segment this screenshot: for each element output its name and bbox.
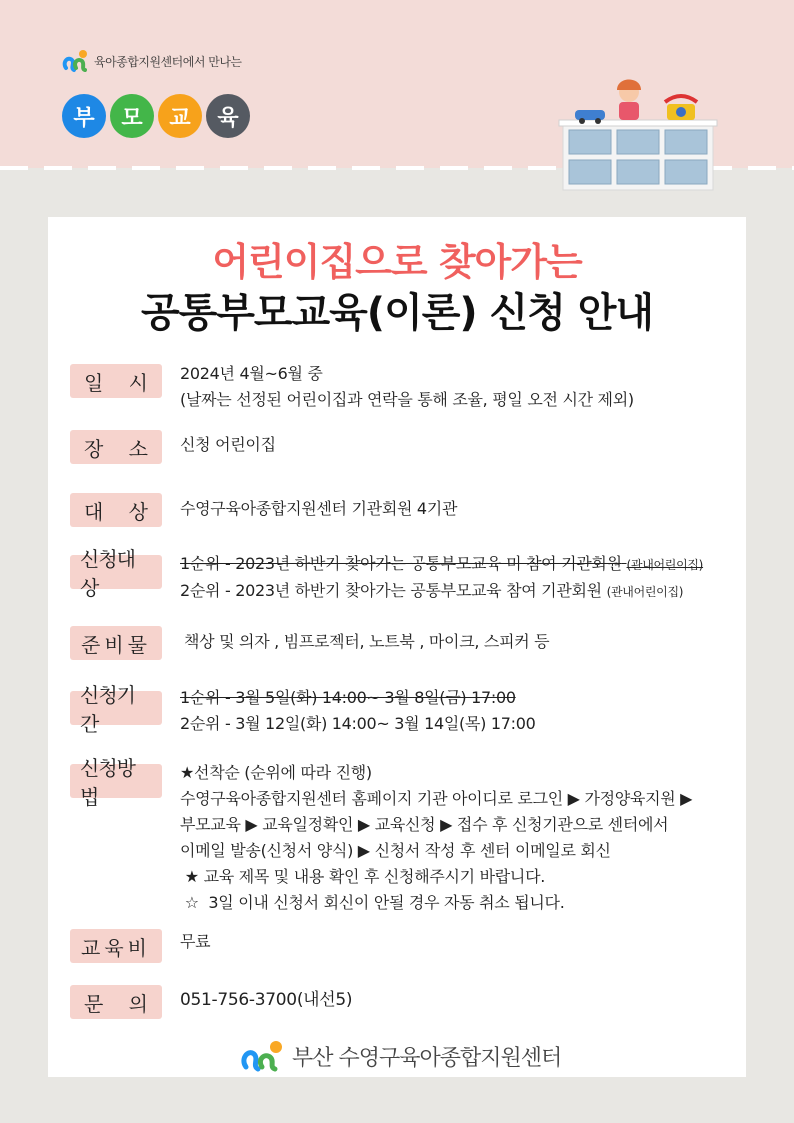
row-content-supplies: 책상 및 의자 , 빔프로젝터, 노트북 , 마이크, 스피커 등 (184, 632, 550, 651)
center-logo-icon (240, 1039, 286, 1073)
row-label-supplies: 준비물 (70, 626, 162, 660)
row-content-period (180, 685, 750, 737)
title-line-2: 공통부모교육(이론) 신청 안내 (140, 290, 654, 336)
row-label-method: 신청방법 (70, 764, 162, 798)
row-content-method: ★선착순 (순위에 따라 진행) 수영구육아종합지원센터 홈페이지 기관 아이디로 로그인 ▶ 가정양육지원 ▶ 부모교육 ▶ 교육일정확인 ▶ 교육신청 ▶ 접수 후 신청기관으로 센터에서 이메일 발송(신청서 양식) ▶ 신청서 작성 후 센터 이메일로 회신 ★ 교육 제목 및 내용 확인 후 신청해주시기 바랍니다. ☆ 3일 이내 신청서 회신이 안될 경우 자동 취소 됩니다. (180, 763, 693, 912)
badge-mo: 모 (110, 94, 154, 138)
row-content-target: 수영구육아종합지원센터 기관회원 4기관 (180, 499, 458, 518)
badge-group (62, 94, 250, 138)
period-second-priority: 2순위 - 3월 12일(화) 14:00~ 3월 14일(목) 17:00 (180, 714, 536, 733)
row-label-fee: 교육비 (70, 929, 162, 963)
notice-card (48, 217, 746, 1077)
footer-org (240, 1039, 561, 1073)
row-content-fee: 무료 (180, 932, 211, 951)
row-label-apply-target: 신청대상 (70, 555, 162, 589)
row-content-apply-target (180, 551, 750, 605)
footer-org-name: 부산 수영구육아종합지원센터 (292, 1045, 562, 1071)
center-logo-icon (62, 48, 90, 74)
row-content-contact: 051-756-3700(내선5) (180, 990, 353, 1010)
badge-yuk: 육 (206, 94, 250, 138)
badge-bu: 부 (62, 94, 106, 138)
row-label-place: 장 소 (70, 430, 162, 464)
title-line-1: 어린이집으로 찾아가는 (212, 240, 582, 284)
period-first-priority: 1순위 - 3월 5일(화) 14:00~ 3월 8일(금) 17:00 (180, 688, 516, 707)
row-content-date: 2024년 4월~6월 중 (날짜는 선정된 어린이집과 연락을 통해 조율, 평일 오전 시간 제외) (180, 364, 634, 409)
row-label-period: 신청기간 (70, 691, 162, 725)
row-label-date: 일 시 (70, 364, 162, 398)
apply-target-second-priority: 2순위 - 2023년 하반기 찾아가는 공통부모교육 참여 기관회원 (관내어린이집) (180, 581, 684, 600)
badge-gyo: 교 (158, 94, 202, 138)
header-subtitle: 육아종합지원센터에서 만나는 (94, 54, 242, 69)
row-label-target: 대 상 (70, 493, 162, 527)
header-subtitle-row (62, 48, 242, 74)
row-label-contact: 문 의 (70, 985, 162, 1019)
toy-shelf-illustration (555, 72, 725, 194)
apply-target-first-priority: 1순위 - 2023년 하반기 찾아가는 공통부모교육 미 참여 기관회원 (관내어린이집) (180, 554, 704, 573)
row-content-place: 신청 어린이집 (180, 435, 276, 454)
